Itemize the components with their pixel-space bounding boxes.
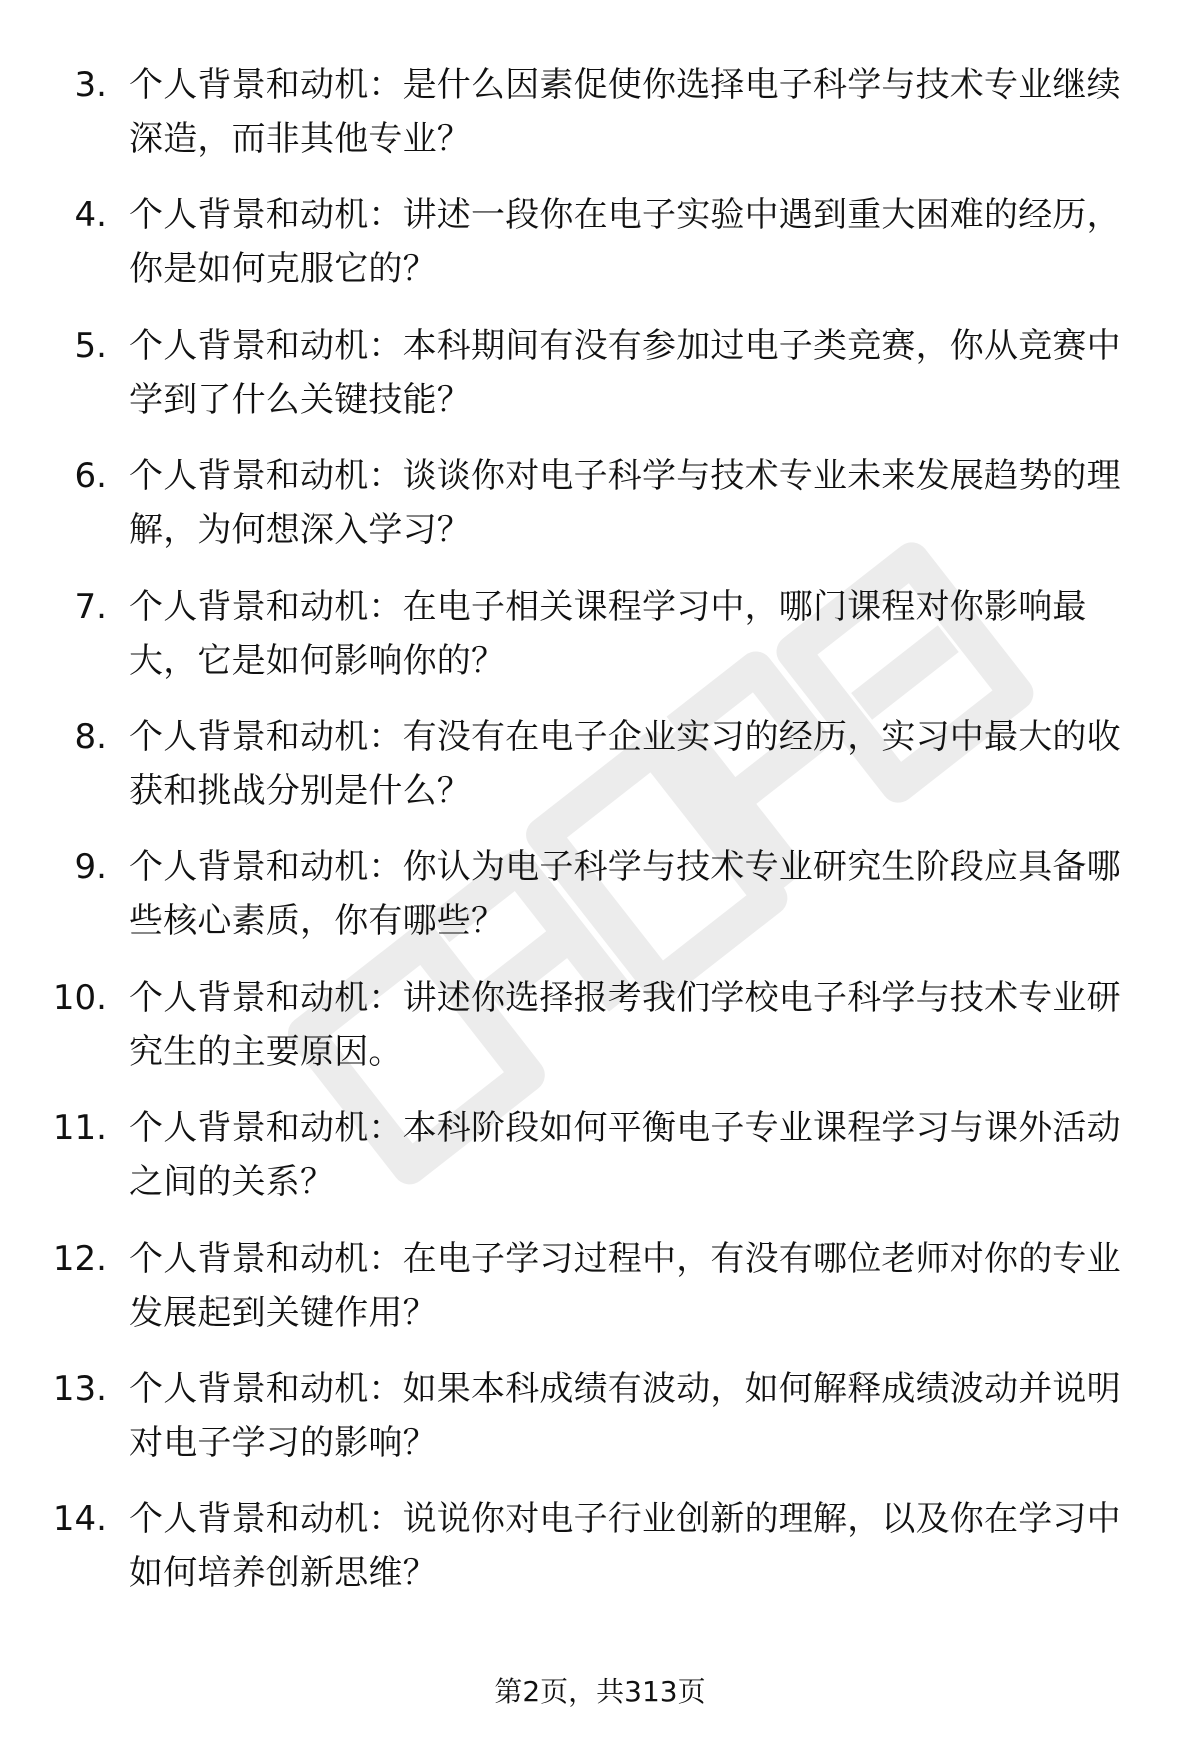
question-number: 3. [74, 65, 107, 105]
question-text: 个人背景和动机：讲述你选择报考我们学校电子科学与技术专业研究生的主要原因。 [129, 977, 1121, 1072]
question-number: 7. [74, 586, 107, 627]
list-item [0, 188, 1200, 318]
list-item [0, 449, 1200, 579]
question-number: 8. [74, 716, 107, 757]
question-number: 13. [52, 1368, 107, 1409]
list-item [0, 1232, 1200, 1362]
question-text: 个人背景和动机：是什么因素促使你选择电子科学与技术专业继续深造，而非其他专业？ [129, 65, 1121, 159]
question-number: 4. [74, 195, 107, 236]
list-item [0, 580, 1200, 710]
question-number: 5. [74, 325, 107, 366]
list-item [0, 319, 1200, 449]
question-text: 个人背景和动机：如果本科成绩有波动，如何解释成绩波动并说明对电子学习的影响？ [129, 1368, 1121, 1463]
list-item [0, 710, 1200, 840]
question-text: 个人背景和动机：本科阶段如何平衡电子专业课程学习与课外活动之间的关系？ [129, 1108, 1121, 1203]
question-number: 10. [52, 977, 107, 1018]
question-number: 14. [52, 1499, 107, 1540]
question-text: 个人背景和动机：在电子学习过程中，有没有哪位老师对你的专业发展起到关键作用？ [129, 1238, 1121, 1333]
question-text: 个人背景和动机：说说你对电子行业创新的理解，以及你在学习中如何培养创新思维？ [129, 1499, 1121, 1594]
list-item [0, 971, 1200, 1101]
question-number: 11. [52, 1108, 107, 1149]
question-text: 个人背景和动机：讲述一段你在电子实验中遇到重大困难的经历，你是如何克服它的？ [129, 195, 1121, 290]
list-item [0, 840, 1200, 970]
question-number: 9. [74, 847, 107, 888]
question-list [0, 58, 1200, 1623]
page-footer: 第2页，共313页 [494, 1675, 706, 1708]
question-text: 个人背景和动机：谈谈你对电子科学与技术专业未来发展趋势的理解，为何想深入学习？ [129, 456, 1121, 551]
question-text: 个人背景和动机：本科期间有没有参加过电子类竞赛，你从竞赛中学到了什么关键技能？ [129, 325, 1121, 420]
list-item [0, 1362, 1200, 1492]
question-text: 个人背景和动机：你认为电子科学与技术专业研究生阶段应具备哪些核心素质，你有哪些？ [129, 847, 1121, 942]
list-item [0, 1492, 1200, 1622]
question-text: 个人背景和动机：在电子相关课程学习中，哪门课程对你影响最大，它是如何影响你的？ [129, 586, 1087, 681]
question-number: 12. [52, 1238, 107, 1279]
question-text: 个人背景和动机：有没有在电子企业实习的经历，实习中最大的收获和挑战分别是什么？ [129, 716, 1121, 811]
question-number: 6. [74, 456, 107, 497]
list-item [0, 58, 1200, 188]
list-item [0, 1101, 1200, 1231]
